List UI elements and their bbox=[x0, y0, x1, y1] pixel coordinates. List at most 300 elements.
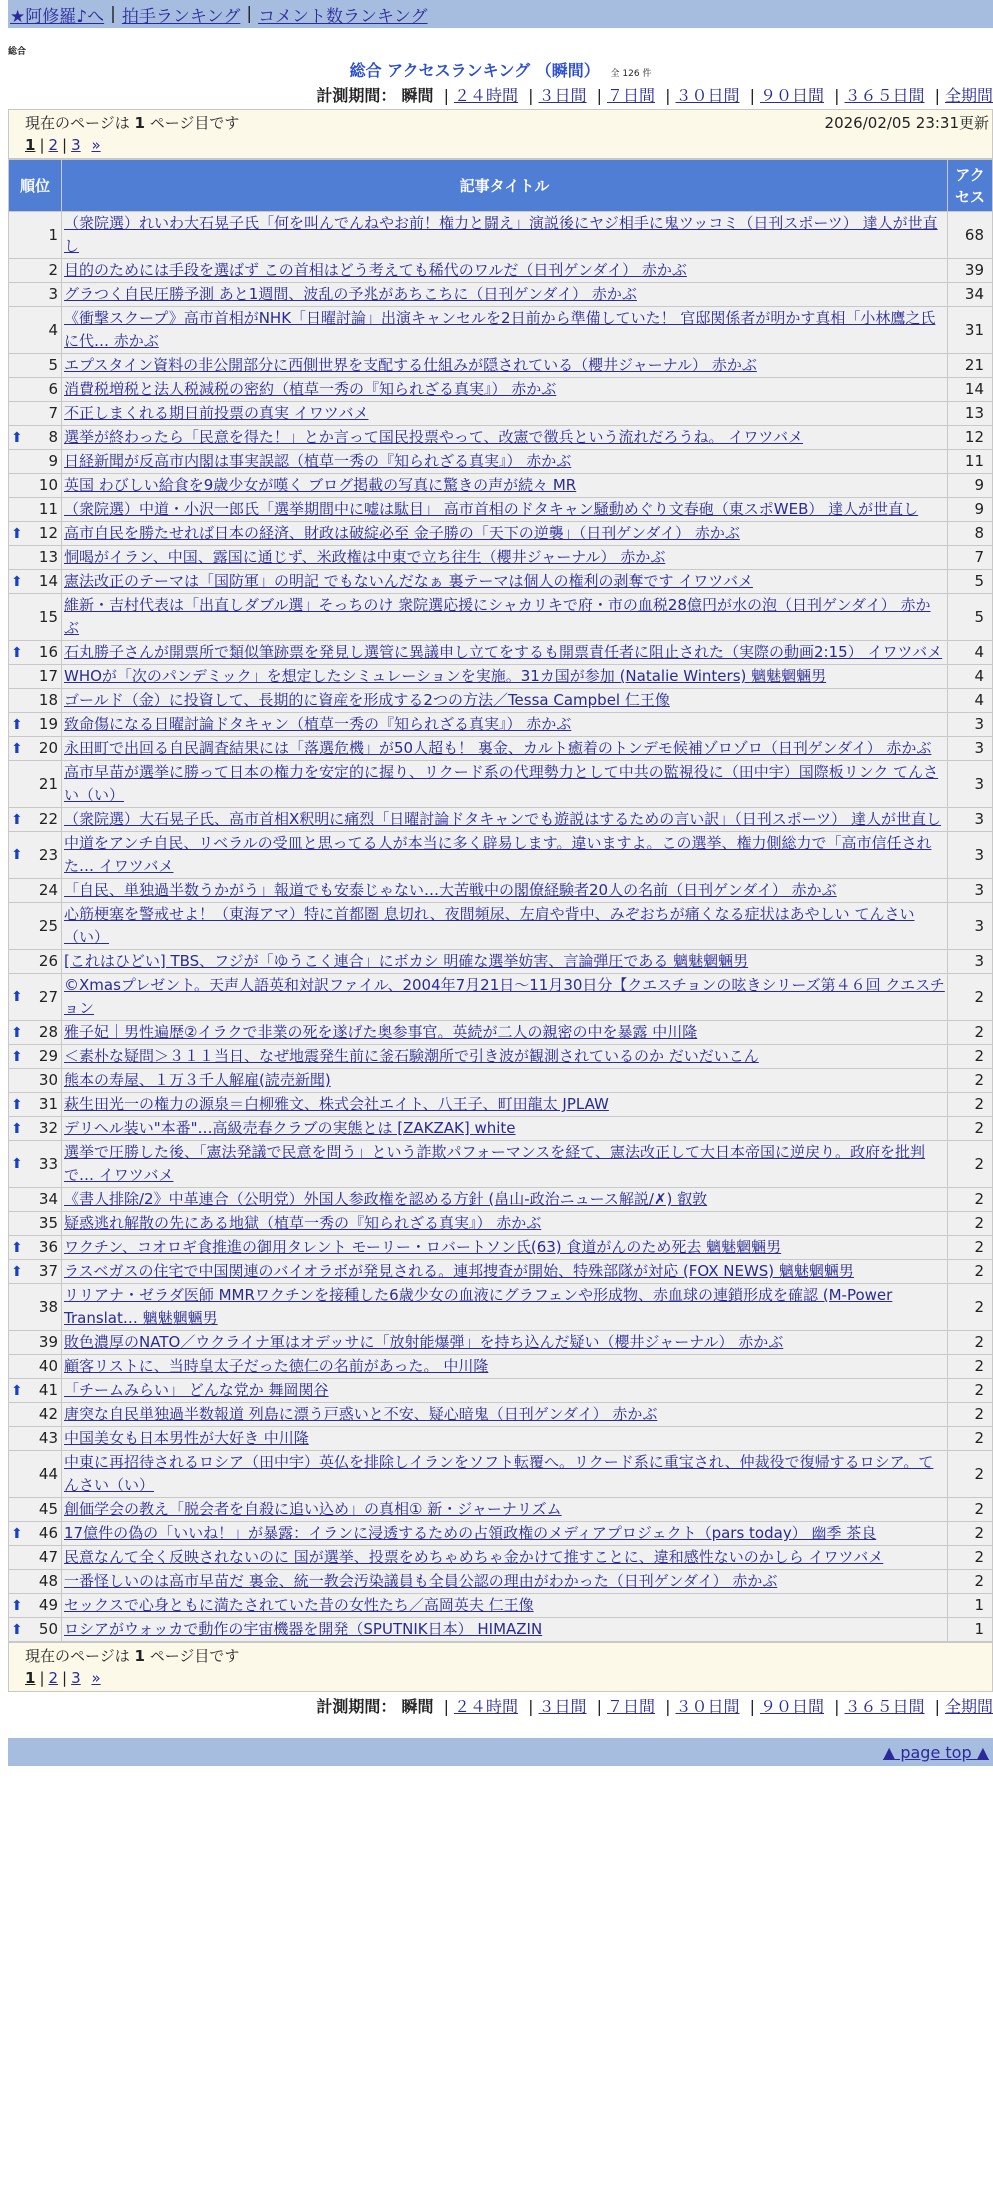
pagination: 1 | 2 | 3 » bbox=[25, 1669, 101, 1687]
title-cell bbox=[62, 1594, 948, 1618]
article-title-link[interactable]: WHOが「次のパンデミック」を想定したシミュレーションを実施。31カ国が参加 (Natalie Winters) 魑魅魍魎男 bbox=[64, 667, 827, 685]
article-title-link[interactable]: 不正しまくれる期日前投票の真実 イワツバメ bbox=[64, 404, 369, 422]
title-cell bbox=[62, 879, 948, 903]
rank-cell bbox=[9, 1045, 62, 1069]
rank-cell bbox=[9, 1236, 62, 1260]
rank-cell bbox=[9, 426, 62, 450]
title-cell bbox=[62, 1284, 948, 1331]
table-row bbox=[9, 474, 993, 498]
access-count: 21 bbox=[948, 354, 993, 378]
ranking-title: 総合 アクセスランキング （瞬間） bbox=[349, 61, 600, 80]
title-cell bbox=[62, 689, 948, 713]
page-3-link[interactable]: 3 bbox=[71, 136, 81, 154]
article-title-link[interactable]: 中東に再招待されるロシア（田中宇）英仏を排除しイランをソフト転覆へ。リクード系に重宝され、仲裁役で復帰するロシア。てんさい（い） bbox=[64, 1453, 934, 1494]
page-2-link[interactable]: 2 bbox=[48, 1669, 59, 1687]
period-current: 瞬間 bbox=[401, 1697, 434, 1716]
rank-number: 2 bbox=[48, 261, 58, 279]
access-count: 3 bbox=[948, 950, 993, 974]
category-label: 総合 bbox=[8, 47, 27, 57]
period-90d-link[interactable]: ９０日間 bbox=[759, 86, 824, 105]
title-cell bbox=[62, 570, 948, 594]
title-cell bbox=[62, 1260, 948, 1284]
rank-cell bbox=[9, 212, 62, 259]
rank-cell bbox=[9, 594, 62, 641]
applause-ranking-link[interactable]: 拍手ランキング bbox=[121, 6, 241, 27]
article-title-link[interactable]: エプスタイン資料の非公開部分に西側世界を支配する仕組みが隠されている（櫻井ジャーナル） 赤かぶ bbox=[64, 356, 757, 374]
access-count: 2 bbox=[948, 1188, 993, 1212]
title-cell bbox=[62, 1093, 948, 1117]
article-title-link[interactable]: ©Xmasプレゼント。天声人語英和対訳ファイル、2004年7月21日～11月30日分【クエスチョンの呟きシリーズ第４６回 クエスチョン bbox=[64, 976, 945, 1017]
article-title-link[interactable]: 「自民、単独過半数うかがう」報道でも安泰じゃない…大苦戦中の閣僚経験者20人の名前（日刊ゲンダイ） 赤かぶ bbox=[64, 881, 837, 899]
article-title-link[interactable]: 萩生田光一の権力の源泉＝白柳雅文、株式会社エイト、八王子、町田龍太 JPLAW bbox=[64, 1095, 609, 1113]
updated-timestamp: 2026/02/05 23:31更新 bbox=[824, 114, 989, 132]
article-title-link[interactable]: リリアナ・ゼラダ医師 MMRワクチンを接種した6歳少女の血液にグラフェンや形成物、赤血球の連鎖形成を確認 (M-Power Translat… 魑魅魍魎男 bbox=[64, 1286, 893, 1327]
access-count: 39 bbox=[948, 259, 993, 283]
ranking-table bbox=[8, 159, 993, 1642]
period-selector: 計測期間： 瞬間 | ２４時間 | ３日間 | ７日間 | ３０日間 | ９０日間 | ３６５日間 | 全期間 bbox=[316, 86, 993, 105]
rank-cell bbox=[9, 1379, 62, 1403]
article-title-link[interactable]: 《衝撃スクープ》高市首相がNHK「日曜討論」出演キャンセルを2日前から準備していた！ 官邸関係者が明かす真相「小林鷹之氏に代… 赤かぶ bbox=[64, 309, 936, 350]
title-cell bbox=[62, 1212, 948, 1236]
rank-number: 47 bbox=[38, 1548, 58, 1566]
article-title-link[interactable]: グラつく自民圧勝予測 あと1週間、波乱の予兆があちこちに（日刊ゲンダイ） 赤かぶ bbox=[64, 285, 637, 303]
rank-cell bbox=[9, 1069, 62, 1093]
page-info-bottom bbox=[8, 1642, 993, 1692]
rank-up-arrow-icon: ⬆ bbox=[11, 1382, 23, 1399]
access-count: 2 bbox=[948, 1355, 993, 1379]
page-1-current: 1 bbox=[25, 1669, 36, 1687]
rank-cell bbox=[9, 903, 62, 950]
rank-cell bbox=[9, 354, 62, 378]
table-row bbox=[9, 1570, 993, 1594]
access-count: 68 bbox=[948, 212, 993, 259]
title-cell bbox=[62, 354, 948, 378]
article-title-link[interactable]: ロシアがウォッカで動作の宇宙機器を開発（SPUTNIK日本） HIMAZIN bbox=[64, 1620, 543, 1638]
table-row bbox=[9, 1427, 993, 1451]
period-90d-link[interactable]: ９０日間 bbox=[759, 1697, 824, 1716]
rank-up-arrow-icon: ⬆ bbox=[11, 1156, 23, 1172]
access-count: 2 bbox=[948, 1069, 993, 1093]
article-title-link[interactable]: 選挙が終わったら「民意を得た！」とか言って国民投票やって、改憲で徴兵という流れだろうね。 イワツバメ bbox=[64, 428, 804, 446]
rank-cell bbox=[9, 761, 62, 808]
access-count: 2 bbox=[948, 1021, 993, 1045]
title-cell bbox=[62, 832, 948, 879]
table-row bbox=[9, 950, 993, 974]
article-title-link[interactable]: [これはひどい] TBS、フジが「ゆうこく連合」にボカシ 明確な選挙妨害、言論弾圧である 魑魅魍魎男 bbox=[64, 952, 749, 970]
rank-up-arrow-icon: ⬆ bbox=[11, 525, 23, 542]
title-cell bbox=[62, 1355, 948, 1379]
rank-cell bbox=[9, 1331, 62, 1355]
access-count: 13 bbox=[948, 402, 993, 426]
table-row bbox=[9, 1498, 993, 1522]
access-count: 3 bbox=[948, 832, 993, 879]
comment-ranking-link[interactable]: コメント数ランキング bbox=[258, 6, 428, 27]
article-title-link[interactable]: 選挙で圧勝した後、「憲法発議で民意を問う」という詐欺パフォーマンスを経て、憲法改正して大日本帝国に逆戻り。政府を批判で… イワツバメ bbox=[64, 1143, 926, 1184]
article-title-link[interactable]: 日経新聞が反高市内閣は事実誤認（植草一秀の『知られざる真実』） 赤かぶ bbox=[64, 452, 572, 470]
title-cell bbox=[62, 474, 948, 498]
title-cell bbox=[62, 1045, 948, 1069]
rank-cell bbox=[9, 1546, 62, 1570]
rank-number: 27 bbox=[38, 987, 58, 1006]
rank-number: 15 bbox=[38, 607, 58, 626]
article-title-link[interactable]: 高市早苗が選挙に勝って日本の権力を安定的に握り、リクード系の代理勢力として中共の監視役に（田中宇）国際板リンク てんさい（い） bbox=[64, 763, 939, 804]
title-cell bbox=[62, 426, 948, 450]
rank-cell bbox=[9, 402, 62, 426]
rank-cell bbox=[9, 808, 62, 832]
rank-header: 順位 bbox=[9, 160, 62, 212]
rank-number: 25 bbox=[38, 916, 58, 935]
rank-number: 18 bbox=[38, 691, 58, 709]
access-count: 4 bbox=[948, 689, 993, 713]
rank-number: 5 bbox=[48, 356, 58, 374]
article-title-link[interactable]: 雅子妃｜男性遍歴②イラクで非業の死を遂げた奥参事官。英続が二人の親密の中を暴露 中川隆 bbox=[64, 1023, 698, 1041]
rank-cell bbox=[9, 1021, 62, 1045]
rank-up-arrow-icon: ⬆ bbox=[11, 740, 23, 757]
table-row bbox=[9, 1212, 993, 1236]
title-cell bbox=[62, 1546, 948, 1570]
page-top-link[interactable]: ▲ page top ▲ bbox=[882, 1742, 989, 1762]
article-title-link[interactable]: 英国 わびしい給食を9歳少女が嘆く ブログ掲載の写真に驚きの声が続々 MR bbox=[64, 476, 577, 494]
article-title-link[interactable]: 憲法改正のテーマは「国防軍」の明記 でもないんだなぁ 裏テーマは個人の権利の剥奪です イワツバメ bbox=[64, 572, 754, 590]
access-count: 2 bbox=[948, 1498, 993, 1522]
title-cell bbox=[62, 1379, 948, 1403]
access-count: 31 bbox=[948, 307, 993, 354]
rank-number: 8 bbox=[48, 428, 58, 446]
rank-number: 21 bbox=[38, 774, 58, 793]
period-24h-link[interactable]: ２４時間 bbox=[453, 1697, 518, 1716]
title-cell bbox=[62, 713, 948, 737]
table-row bbox=[9, 1141, 993, 1188]
period-all-link[interactable]: 全期間 bbox=[944, 86, 993, 105]
page-1-current: 1 bbox=[25, 136, 36, 154]
page-2-link[interactable]: 2 bbox=[48, 136, 59, 154]
table-row bbox=[9, 713, 993, 737]
rank-number: 16 bbox=[38, 643, 58, 661]
table-row bbox=[9, 307, 993, 354]
access-count: 2 bbox=[948, 974, 993, 1021]
rank-number: 17 bbox=[38, 667, 58, 685]
access-count: 8 bbox=[948, 522, 993, 546]
rank-cell bbox=[9, 950, 62, 974]
title-cell bbox=[62, 761, 948, 808]
rank-up-arrow-icon: ⬆ bbox=[11, 644, 23, 661]
next-page-link[interactable]: » bbox=[91, 136, 101, 154]
article-title-link[interactable]: デリヘル装い"本番"…高級売春クラブの実態とは [ZAKZAK] white bbox=[64, 1119, 516, 1137]
access-count: 5 bbox=[948, 594, 993, 641]
asyura-home-link[interactable]: ★阿修羅♪へ bbox=[10, 6, 105, 27]
table-row bbox=[9, 974, 993, 1021]
title-cell bbox=[62, 522, 948, 546]
table-row bbox=[9, 1451, 993, 1498]
rank-cell bbox=[9, 522, 62, 546]
title-cell bbox=[62, 950, 948, 974]
rank-cell bbox=[9, 879, 62, 903]
article-title-link[interactable]: 顧客リストに、当時皇太子だった徳仁の名前があった。 中川隆 bbox=[64, 1357, 489, 1375]
title-cell bbox=[62, 1188, 948, 1212]
title-cell bbox=[62, 378, 948, 402]
title-cell bbox=[62, 1141, 948, 1188]
nav-separator: | bbox=[246, 4, 253, 24]
title-cell bbox=[62, 212, 948, 259]
article-title-link[interactable]: 消費税増税と法人税減税の密約（植草一秀の『知られざる真実』） 赤かぶ bbox=[64, 380, 557, 398]
rank-up-arrow-icon: ⬆ bbox=[11, 1120, 23, 1137]
article-title-link[interactable]: 中国美女も日本男性が大好き 中川隆 bbox=[64, 1429, 309, 1447]
table-row bbox=[9, 1093, 993, 1117]
period-3d-link[interactable]: ３日間 bbox=[538, 86, 587, 105]
top-nav-bar bbox=[8, 0, 993, 28]
access-count: 5 bbox=[948, 570, 993, 594]
rank-number: 4 bbox=[48, 320, 58, 339]
rank-number: 50 bbox=[38, 1620, 58, 1638]
rank-cell bbox=[9, 570, 62, 594]
access-count: 2 bbox=[948, 1141, 993, 1188]
rank-cell bbox=[9, 259, 62, 283]
bottom-bar bbox=[8, 1738, 993, 1766]
nav-separator: | bbox=[110, 4, 116, 24]
rank-cell bbox=[9, 1093, 62, 1117]
access-count: 3 bbox=[948, 808, 993, 832]
title-cell bbox=[62, 259, 948, 283]
access-count: 2 bbox=[948, 1522, 993, 1546]
article-title-link[interactable]: セックスで心身ともに満たされていた昔の女性たち／高岡英夫 仁王像 bbox=[64, 1596, 534, 1614]
article-title-link[interactable]: 致命傷になる日曜討論ドタキャン（植草一秀の『知られざる真実』） 赤かぶ bbox=[64, 715, 572, 733]
article-title-link[interactable]: ラスベガスの住宅で中国関連のバイオラボが発見される。連邦捜査が開始、特殊部隊が対応 (FOX NEWS) 魑魅魍魎男 bbox=[64, 1262, 854, 1280]
rank-cell bbox=[9, 474, 62, 498]
table-row bbox=[9, 212, 993, 259]
table-row bbox=[9, 1021, 993, 1045]
table-row bbox=[9, 354, 993, 378]
table-row bbox=[9, 1188, 993, 1212]
access-count: 2 bbox=[948, 1546, 993, 1570]
rank-cell bbox=[9, 832, 62, 879]
title-cell bbox=[62, 903, 948, 950]
table-row bbox=[9, 259, 993, 283]
article-title-link[interactable]: 石丸勝子さんが開票所で類似筆跡票を発見し選管に異議申し立てをするも開票責任者に阻止された（実際の動画2:15） イワツバメ bbox=[64, 643, 943, 661]
period-30d-link[interactable]: ３０日間 bbox=[675, 86, 740, 105]
article-title-link[interactable]: 《書人排除/2》中革連合（公明党）外国人参政権を認める方針 (畠山-政治ニュース解説/✗) 叡敦 bbox=[64, 1190, 708, 1208]
period-7d-link[interactable]: ７日間 bbox=[606, 86, 655, 105]
access-count: 12 bbox=[948, 426, 993, 450]
access-count: 2 bbox=[948, 1117, 993, 1141]
table-row bbox=[9, 1117, 993, 1141]
rank-number: 45 bbox=[38, 1500, 58, 1518]
access-header: アクセス bbox=[948, 160, 993, 212]
period-current: 瞬間 bbox=[401, 86, 434, 105]
title-cell bbox=[62, 450, 948, 474]
table-row bbox=[9, 641, 993, 665]
table-row bbox=[9, 1403, 993, 1427]
article-title-link[interactable]: 唐突な自民単独過半数報道 列島に漂う戸惑いと不安、疑心暗鬼（日刊ゲンダイ） 赤かぶ bbox=[64, 1405, 658, 1423]
article-title-link[interactable]: （衆院選）大石晃子氏、高市首相X釈明に痛烈「日曜討論ドタキャンでも遊説はするための言い訳」（日刊スポーツ） 達人が世直し bbox=[64, 810, 941, 828]
rank-number: 13 bbox=[38, 548, 58, 566]
article-title-link[interactable]: ゴールド（金）に投資して、長期的に資産を形成する2つの方法／Tessa Campbel 仁王像 bbox=[64, 691, 670, 709]
rank-cell bbox=[9, 1594, 62, 1618]
access-count: 3 bbox=[948, 761, 993, 808]
rank-cell bbox=[9, 1498, 62, 1522]
rank-cell bbox=[9, 737, 62, 761]
access-count: 2 bbox=[948, 1045, 993, 1069]
table-row bbox=[9, 378, 993, 402]
page-info-top bbox=[8, 109, 993, 159]
ranking-table-body bbox=[9, 212, 993, 1642]
article-title-link[interactable]: 熊本の寿屋、１万３千人解雇(読売新聞) bbox=[64, 1071, 331, 1089]
article-title-link[interactable]: 17億件の偽の「いいね！」が暴露：イランに浸透するための占領政権のメディアプロジェクト（pars today） 幽季 茶良 bbox=[64, 1524, 877, 1542]
period-365d-link[interactable]: ３６５日間 bbox=[844, 86, 925, 105]
table-row bbox=[9, 450, 993, 474]
period-3d-link[interactable]: ３日間 bbox=[538, 1697, 587, 1716]
rank-cell bbox=[9, 689, 62, 713]
table-row bbox=[9, 498, 993, 522]
title-cell bbox=[62, 1069, 948, 1093]
title-cell bbox=[62, 1427, 948, 1451]
article-title-link[interactable]: ワクチン、コオロギ食推進の御用タレント モーリー・ロバートソン氏(63) 食道がんのため死去 魑魅魍魎男 bbox=[64, 1238, 782, 1256]
rank-cell bbox=[9, 450, 62, 474]
ranking-title-row bbox=[8, 59, 993, 83]
table-row bbox=[9, 402, 993, 426]
table-row bbox=[9, 1594, 993, 1618]
article-title-link[interactable]: 心筋梗塞を警戒せよ！（東海アマ）特に首都圏 息切れ、夜間頻尿、左肩や背中、みぞおちが痛くなる症状はあやしい てんさい（い） bbox=[64, 905, 915, 946]
article-title-link[interactable]: 「チームみらい」 どんな党か 舞岡関谷 bbox=[64, 1381, 329, 1399]
period-24h-link[interactable]: ２４時間 bbox=[453, 86, 518, 105]
table-row bbox=[9, 832, 993, 879]
article-title-link[interactable]: 恫喝がイラン、中国、露国に通じず、米政権は中東で立ち往生（櫻井ジャーナル） 赤かぶ bbox=[64, 548, 666, 566]
title-cell bbox=[62, 641, 948, 665]
article-title-link[interactable]: 永田町で出回る自民調査結果には「落選危機」が50人超も！ 裏金、カルト癒着のトンデモ候補ゾロゾロ（日刊ゲンダイ） 赤かぶ bbox=[64, 739, 932, 757]
article-title-link[interactable]: 維新・吉村代表は「出直しダブル選」そっちのけ 衆院選応援にシャカリキで府・市の血税28億円が水の泡（日刊ゲンダイ） 赤かぶ bbox=[64, 596, 931, 637]
article-title-link[interactable]: 高市自民を勝たせれば日本の経済、財政は破綻必至 金子勝の「天下の逆襲」（日刊ゲンダイ） 赤かぶ bbox=[64, 524, 740, 542]
title-header: 記事タイトル bbox=[62, 160, 948, 212]
period-30d-link[interactable]: ３０日間 bbox=[675, 1697, 740, 1716]
rank-number: 37 bbox=[38, 1262, 58, 1280]
rank-cell bbox=[9, 1284, 62, 1331]
table-row bbox=[9, 737, 993, 761]
rank-number: 9 bbox=[48, 452, 58, 470]
article-title-link[interactable]: 疑惑逃れ解散の先にある地獄（植草一秀の『知られざる真実』） 赤かぶ bbox=[64, 1214, 542, 1232]
rank-number: 33 bbox=[38, 1154, 58, 1173]
rank-number: 46 bbox=[38, 1524, 58, 1542]
access-count: 4 bbox=[948, 641, 993, 665]
title-cell bbox=[62, 974, 948, 1021]
article-title-link[interactable]: （衆院選）れいわ大石晃子氏「何を叫んでんねやお前！権力と闘え」演説後にヤジ相手に鬼ツッコミ（日刊スポーツ） 達人が世直し bbox=[64, 214, 938, 255]
table-row bbox=[9, 1284, 993, 1331]
title-cell bbox=[62, 1236, 948, 1260]
access-count: 9 bbox=[948, 498, 993, 522]
rank-number: 32 bbox=[38, 1119, 58, 1137]
title-cell bbox=[62, 808, 948, 832]
table-row bbox=[9, 546, 993, 570]
access-count: 1 bbox=[948, 1618, 993, 1642]
article-title-link[interactable]: 中道をアンチ自民、リベラルの受皿と思ってる人が本当に多く辟易します。違いますよ。この選挙、権力側総力で「高市信任された… イワツバメ bbox=[64, 834, 932, 875]
rank-up-arrow-icon: ⬆ bbox=[11, 1239, 23, 1256]
access-count: 2 bbox=[948, 1403, 993, 1427]
period-365d-link[interactable]: ３６５日間 bbox=[844, 1697, 925, 1716]
rank-number: 12 bbox=[38, 524, 58, 542]
table-row bbox=[9, 1379, 993, 1403]
rank-up-arrow-icon: ⬆ bbox=[11, 716, 23, 733]
access-count: 3 bbox=[948, 903, 993, 950]
article-title-link[interactable]: 一番怪しいのは高市早苗だ 裏金、統一教会汚染議員も全員公認の理由がわかった（日刊ゲンダイ） 赤かぶ bbox=[64, 1572, 778, 1590]
rank-up-arrow-icon: ⬆ bbox=[11, 811, 23, 828]
article-title-link[interactable]: 創価学会の教え「脱会者を自殺に追い込め」の真相① 新・ジャーナリズム bbox=[64, 1500, 562, 1518]
access-count: 2 bbox=[948, 1236, 993, 1260]
rank-number: 14 bbox=[38, 572, 58, 590]
period-all-link[interactable]: 全期間 bbox=[944, 1697, 993, 1716]
article-title-link[interactable]: （衆院選）中道・小沢一郎氏「選挙期間中に嘘は駄目」 高市首相のドタキャン騒動めぐり文春砲（東スポWEB） 達人が世直し bbox=[64, 500, 919, 518]
table-row bbox=[9, 1045, 993, 1069]
title-cell bbox=[62, 1618, 948, 1642]
title-cell bbox=[62, 283, 948, 307]
table-row bbox=[9, 1331, 993, 1355]
access-count: 3 bbox=[948, 713, 993, 737]
rank-number: 49 bbox=[38, 1596, 58, 1614]
rank-number: 48 bbox=[38, 1572, 58, 1590]
table-row bbox=[9, 1260, 993, 1284]
rank-number: 1 bbox=[48, 225, 58, 244]
rank-cell bbox=[9, 283, 62, 307]
rank-number: 19 bbox=[38, 715, 58, 733]
article-title-link[interactable]: 敗色濃厚のNATO／ウクライナ軍はオデッサに「放射能爆弾」を持ち込んだ疑い（櫻井ジャーナル） 赤かぶ bbox=[64, 1333, 784, 1351]
table-row bbox=[9, 426, 993, 450]
rank-number: 31 bbox=[38, 1095, 58, 1113]
rank-number: 43 bbox=[38, 1429, 58, 1447]
table-row bbox=[9, 1546, 993, 1570]
table-row bbox=[9, 1355, 993, 1379]
rank-number: 28 bbox=[38, 1023, 58, 1041]
rank-up-arrow-icon: ⬆ bbox=[11, 1621, 23, 1638]
current-page-text: 現在のページは 1 ページ目です bbox=[25, 114, 240, 132]
rank-number: 22 bbox=[38, 810, 58, 828]
rank-number: 30 bbox=[38, 1071, 58, 1089]
rank-cell bbox=[9, 1427, 62, 1451]
period-label: 計測期間： bbox=[316, 1697, 397, 1716]
access-count: 3 bbox=[948, 879, 993, 903]
table-row bbox=[9, 1069, 993, 1093]
total-count: 全 126 件 bbox=[610, 69, 652, 79]
rank-cell bbox=[9, 641, 62, 665]
rank-cell bbox=[9, 1141, 62, 1188]
title-cell bbox=[62, 665, 948, 689]
rank-cell bbox=[9, 1212, 62, 1236]
table-row bbox=[9, 903, 993, 950]
rank-cell bbox=[9, 713, 62, 737]
rank-number: 34 bbox=[38, 1190, 58, 1208]
rank-number: 35 bbox=[38, 1214, 58, 1232]
title-cell bbox=[62, 594, 948, 641]
next-page-link[interactable]: » bbox=[91, 1669, 101, 1687]
rank-up-arrow-icon: ⬆ bbox=[11, 1024, 23, 1041]
rank-number: 6 bbox=[48, 380, 58, 398]
rank-number: 42 bbox=[38, 1405, 58, 1423]
period-7d-link[interactable]: ７日間 bbox=[606, 1697, 655, 1716]
rank-cell bbox=[9, 546, 62, 570]
page-3-link[interactable]: 3 bbox=[71, 1669, 81, 1687]
article-title-link[interactable]: 民意なんて全く反映されないのに 国が選挙、投票をめちゃめちゃ金かけて推すことに、違和感性ないのかしら イワツバメ bbox=[64, 1548, 884, 1566]
rank-number: 36 bbox=[38, 1238, 58, 1256]
rank-cell bbox=[9, 378, 62, 402]
current-page-text: 現在のページは 1 ページ目です bbox=[25, 1647, 240, 1665]
title-cell bbox=[62, 546, 948, 570]
table-row bbox=[9, 594, 993, 641]
access-count: 2 bbox=[948, 1093, 993, 1117]
table-row bbox=[9, 1522, 993, 1546]
article-title-link[interactable]: ＜素朴な疑問＞３１１当日、なぜ地震発生前に釜石験潮所で引き波が観測されているのか だいだいこん bbox=[64, 1047, 759, 1065]
access-count: 2 bbox=[948, 1212, 993, 1236]
rank-number: 44 bbox=[38, 1464, 58, 1483]
pagination: 1 | 2 | 3 » bbox=[25, 136, 101, 154]
rank-up-arrow-icon: ⬆ bbox=[11, 1048, 23, 1065]
article-title-link[interactable]: 目的のためには手段を選ばず この首相はどう考えても稀代のワルだ（日刊ゲンダイ） 赤かぶ bbox=[64, 261, 687, 279]
table-row bbox=[9, 1236, 993, 1260]
